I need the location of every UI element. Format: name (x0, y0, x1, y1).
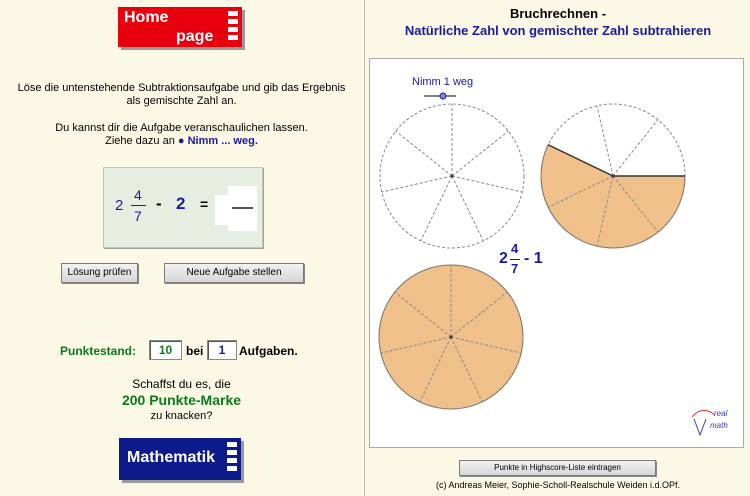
expr-numerator: 4 (511, 241, 519, 256)
take-away-link: Nimm ... weg. (187, 135, 258, 147)
task-subtrahend: 2 (176, 194, 186, 213)
page-title: Bruchrechnen - (509, 6, 607, 21)
partial-pie (541, 104, 685, 248)
logo-real: real (714, 409, 728, 418)
instruction-line-2: als gemischte Zahl an. (126, 95, 237, 107)
bei-label: bei (186, 344, 204, 358)
task-equals: = (200, 196, 209, 212)
task-numerator: 4 (134, 187, 142, 203)
home-page-button[interactable] (118, 7, 242, 47)
answer-fraction-bar (232, 207, 253, 209)
bullet-icon: ● (177, 135, 185, 147)
slider-label: Nimm 1 weg (412, 76, 474, 88)
answer-whole-input[interactable] (215, 195, 228, 225)
challenge-line-3: zu knacken? (150, 410, 213, 422)
expr-whole: 2 (499, 250, 508, 267)
task-panel (0, 0, 363, 496)
new-task-button[interactable]: Neue Aufgabe stellen (164, 263, 304, 283)
logo-math: math (710, 421, 728, 430)
expr-rest: - 1 (524, 250, 543, 267)
home-label: Home (124, 9, 169, 26)
footer-credit: (c) Andreas Meier, Sophie-Scholl-Realschule Weiden i.d.OPf. (436, 480, 680, 490)
drawing-canvas (369, 58, 744, 448)
expr-denominator: 7 (511, 261, 519, 276)
highscore-button[interactable]: Punkte in Highscore-Liste eintragen (459, 460, 656, 476)
score-label: Punktestand: (60, 344, 137, 358)
page-label: page (176, 28, 214, 45)
full-pie (379, 265, 523, 409)
task-denominator: 7 (134, 208, 142, 224)
stripes-icon (228, 11, 238, 43)
points-field: 10 (149, 340, 182, 360)
page-subtitle: Natürliche Zahl von gemischter Zahl subtrahieren (404, 23, 712, 38)
empty-pie (380, 104, 524, 248)
visual-panel (364, 0, 750, 496)
mathematik-button[interactable] (119, 438, 241, 480)
challenge-line-2: 200 Punkte-Marke (121, 392, 242, 408)
task-box (103, 167, 263, 248)
instruction-line-3: Du kannst dir die Aufgabe veranschaulichen lassen. (55, 122, 308, 134)
task-minus: - (156, 194, 162, 213)
expression (499, 242, 559, 282)
instruction-prefix: Ziehe dazu an (105, 135, 175, 147)
answer-fraction-input[interactable] (228, 186, 257, 231)
challenge-line-1: Schaffst du es, die (132, 377, 231, 391)
mathematik-label: Mathematik (127, 449, 216, 466)
task-fraction-bar (131, 205, 146, 206)
task-whole: 2 (115, 197, 124, 214)
instruction-line-4 (0, 135, 363, 147)
check-solution-button[interactable]: Lösung prüfen (61, 263, 138, 283)
tasks-field: 1 (207, 340, 237, 360)
tasks-suffix: Aufgaben. (239, 344, 298, 358)
expr-fraction-bar (510, 259, 520, 260)
instruction-line-1: Löse die untenstehende Subtraktionsaufgabe und gib das Ergebnis (17, 82, 346, 94)
slider-handle[interactable] (440, 93, 446, 99)
math-stripes-icon (227, 442, 237, 474)
